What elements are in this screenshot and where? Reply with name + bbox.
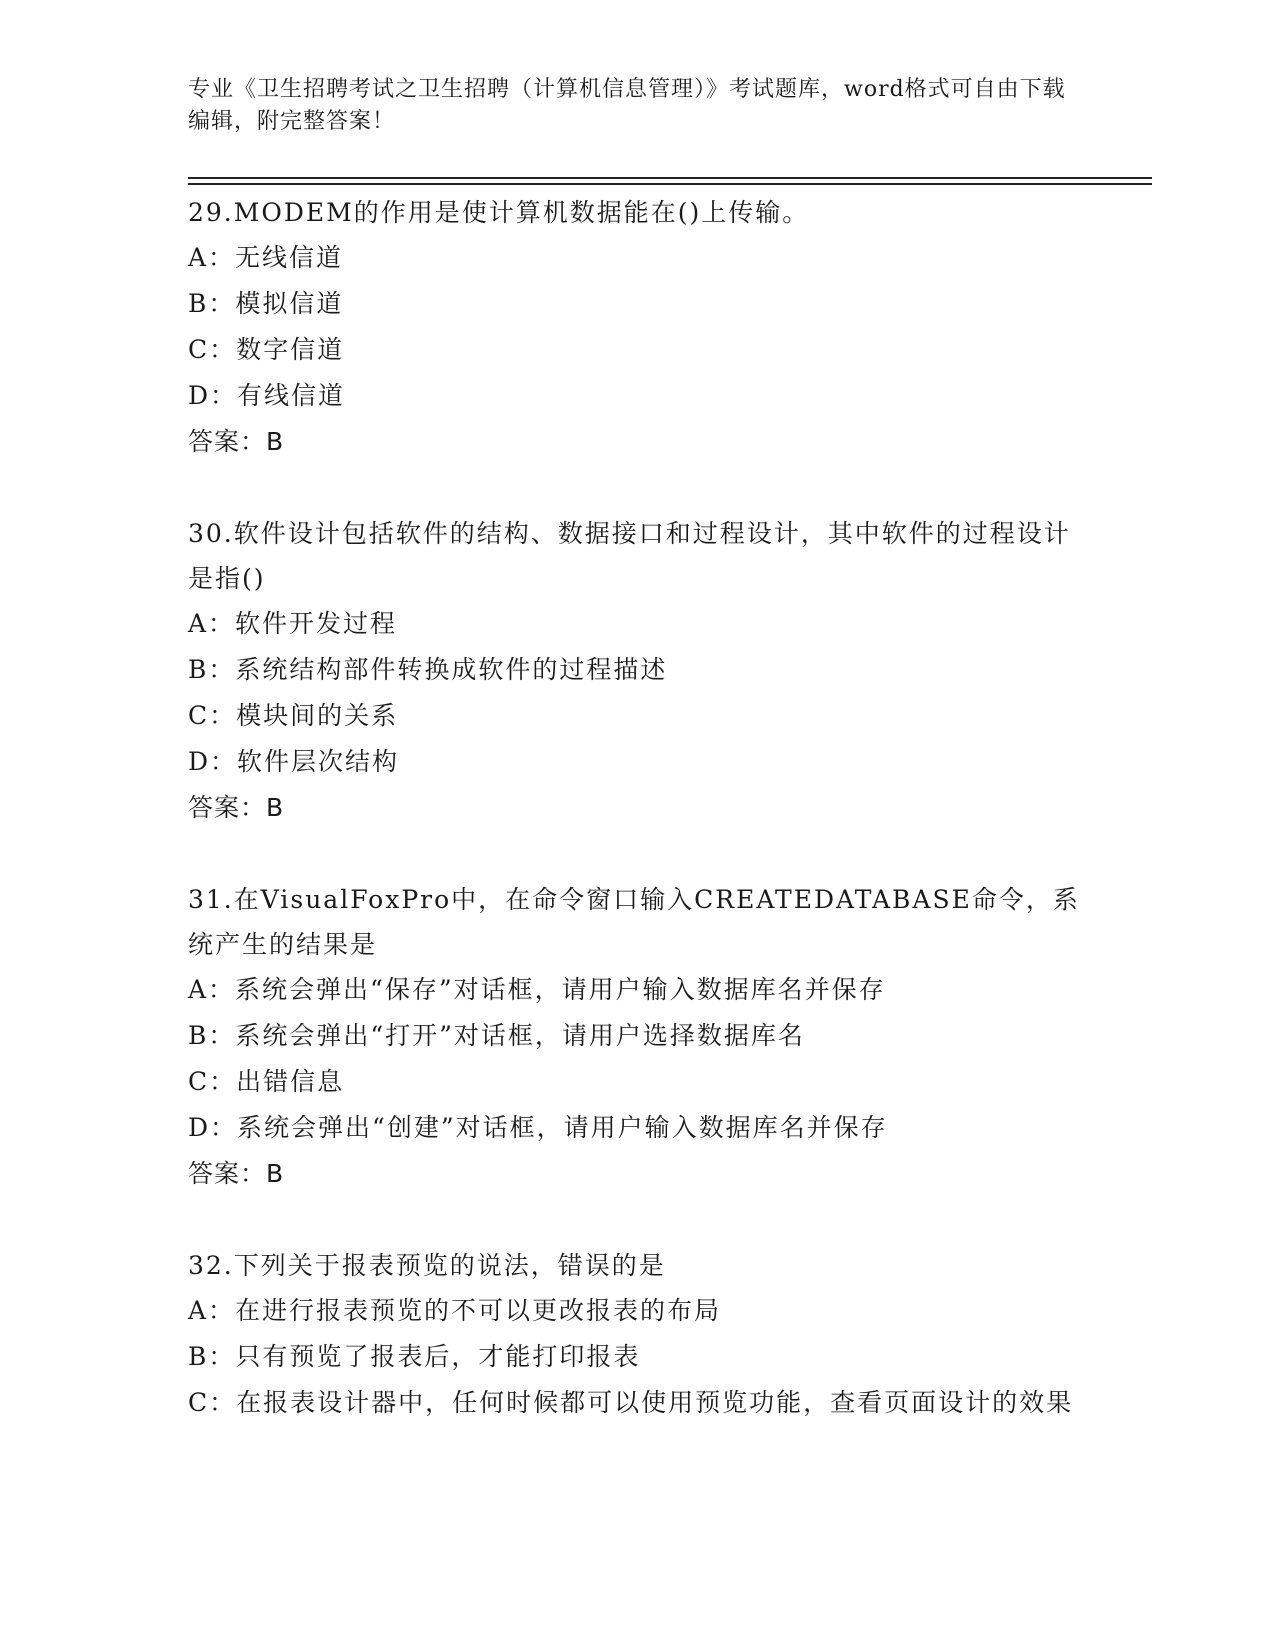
option-a: A：在进行报表预览的不可以更改报表的布局 [188,1296,722,1325]
document-header: 专业《卫生招聘考试之卫生招聘（计算机信息管理）》考试题库，word格式可自由下载编辑，附完整答案！ [188,77,1066,134]
option-a: A：软件开发过程 [188,609,398,638]
option-c: C：出错信息 [188,1067,345,1096]
question-list [188,190,1088,1471]
question-item [188,511,1088,831]
question-item [188,1243,1088,1425]
answer-line: 答案：B [188,793,285,822]
answer-line: 答案：B [188,427,285,456]
header-divider-bottom [188,183,1152,185]
option-b: B：只有预览了报表后，才能打印报表 [188,1342,641,1371]
question-stem: 32.下列关于报表预览的说法，错误的是 [188,1251,666,1280]
option-c: C：数字信道 [188,335,345,364]
option-d: D：软件层次结构 [188,747,400,776]
header-divider-top [188,177,1152,179]
question-item [188,190,1088,465]
option-c: C：在报表设计器中，任何时候都可以使用预览功能，查看页面设计的效果 [188,1388,1074,1417]
question-item [188,877,1088,1197]
option-c: C：模块间的关系 [188,701,399,730]
question-stem: 31.在VisualFoxPro中，在命令窗口输入CREATEDATABASE命令，系统产生的结果是 [188,885,1080,959]
answer-line: 答案：B [188,1159,285,1188]
question-stem: 30.软件设计包括软件的结构、数据接口和过程设计，其中软件的过程设计是指() [188,519,1071,593]
option-d: D：系统会弹出“创建”对话框，请用户输入数据库名并保存 [188,1113,888,1142]
option-b: B：系统会弹出“打开”对话框，请用户选择数据库名 [188,1021,805,1050]
option-a: A：系统会弹出“保存”对话框，请用户输入数据库名并保存 [188,975,886,1004]
option-b: B：模拟信道 [188,289,344,318]
option-d: D：有线信道 [188,381,346,410]
option-a: A：无线信道 [188,243,344,272]
option-b: B：系统结构部件转换成软件的过程描述 [188,655,668,684]
question-stem: 29.MODEM的作用是使计算机数据能在()上传输。 [188,198,810,227]
